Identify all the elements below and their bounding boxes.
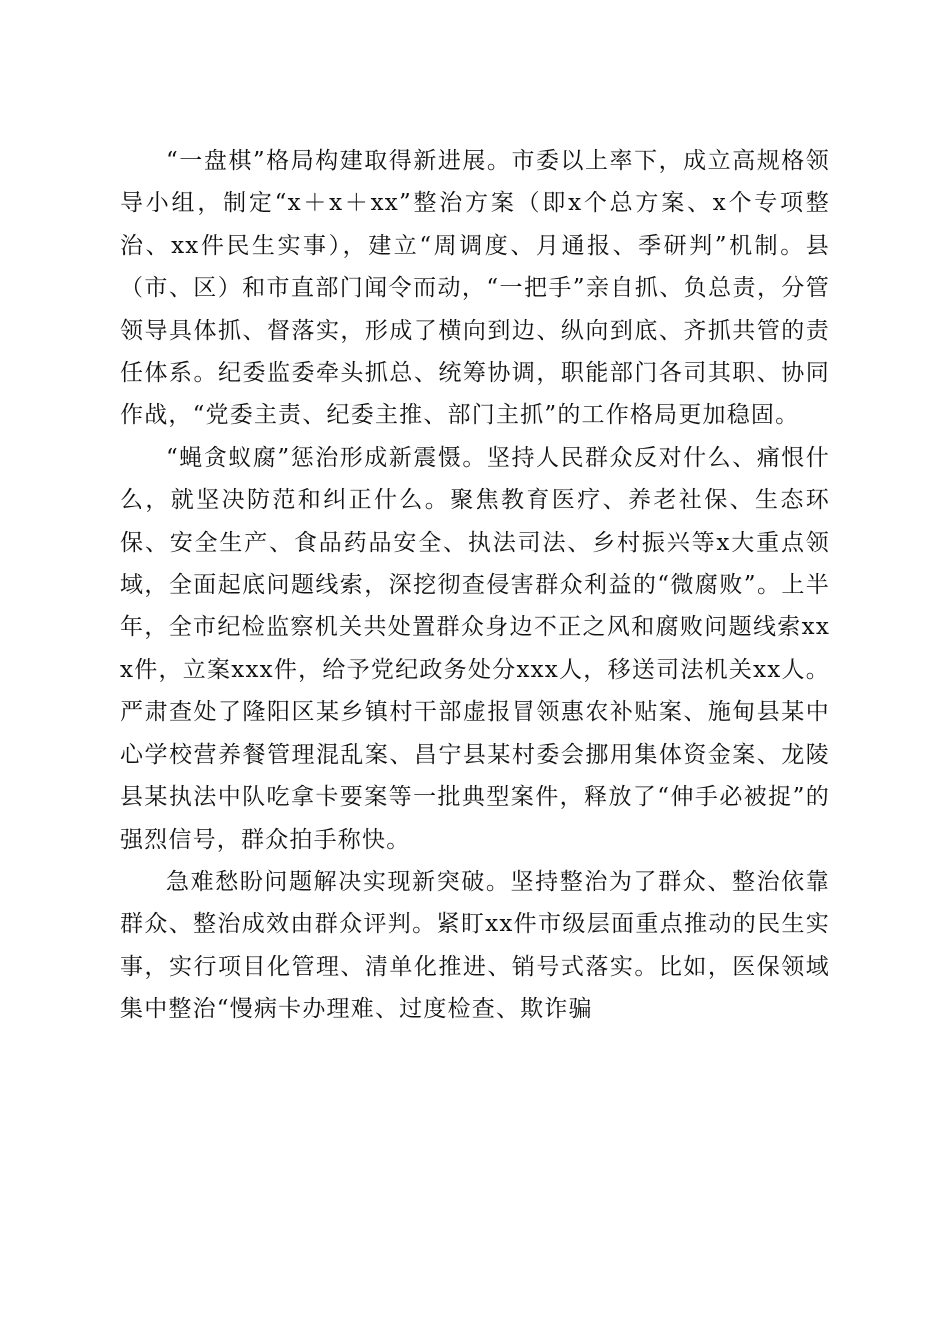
paragraph-petty-corruption: “蝇贪蚁腐”惩治形成新震慑。坚持人民群众反对什么、痛恨什么，就坚决防范和纠正什么。聚焦教育医疗、养老社保、生态环保、安全生产、食品药品安全、执法司法、乡村振兴等x大重点领域，全面起底问题线索，深挖彻查侵害群众利益的“微腐败”。上半年，全市纪检监察机关共处置群众身边不正之风和腐败问题线索xxx件，立案xxx件，给予党纪政务处分xxx人，移送司法机关xx人。严肃查处了隆阳区某乡镇村干部虚报冒领惠农补贴案、施甸县某中心学校营养餐管理混乱案、昌宁县某村委会挪用集体资金案、龙陵县某执法中队吃拿卡要案等一批典型案件，释放了“伸手必被捉”的强烈信号，群众拍手称快。 (120, 444, 830, 853)
paragraph-overall-layout: “一盘棋”格局构建取得新进展。市委以上率下，成立高规格领导小组，制定“x＋x＋xx”整治方案（即x个总方案、x个专项整治、xx件民生实事），建立“周调度、月通报、季研判”机制。县（市、区）和市直部门闻令而动，“一把手”亲自抓、负总责，分管领导具体抓、督落实，形成了横向到边、纵向到底、齐抓共管的责任体系。纪委监委牵头抓总、统筹协调，职能部门各司其职、协同作战，“党委主责、纪委主推、部门主抓”的工作格局更加稳固。 (120, 148, 830, 429)
paragraph-urgent-issues: 急难愁盼问题解决实现新突破。坚持整治为了群众、整治依靠群众、整治成效由群众评判。紧盯xx件市级层面重点推动的民生实事，实行项目化管理、清单化推进、销号式落实。比如，医保领域集中整治“慢病卡办理难、过度检查、欺诈骗 (120, 868, 830, 1023)
document-body (120, 140, 830, 1031)
